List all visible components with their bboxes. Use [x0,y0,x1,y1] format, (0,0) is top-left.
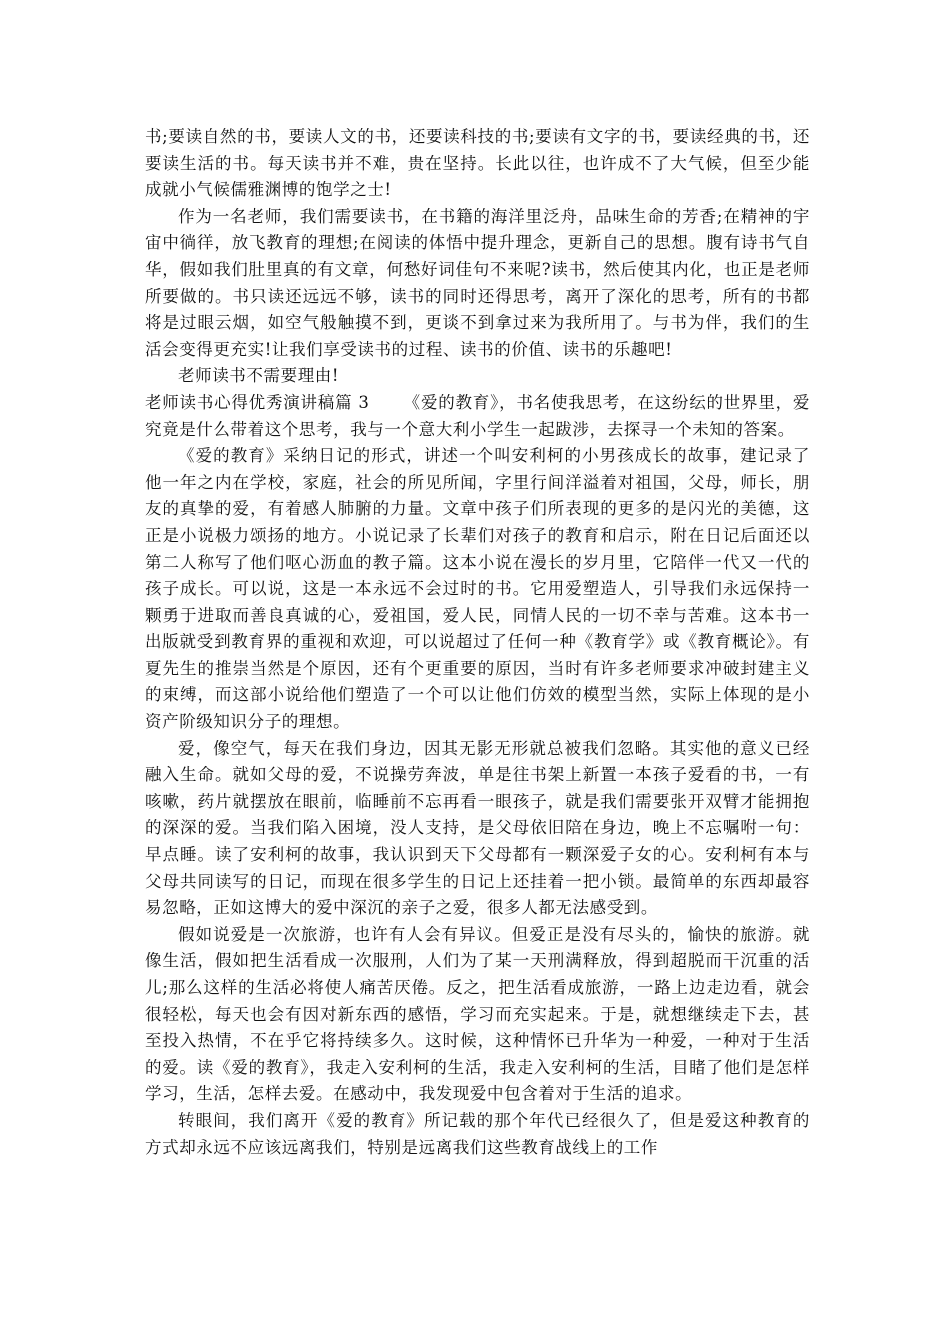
paragraph-time-passes: 转眼间，我们离开《爱的教育》所记载的那个年代已经很久了，但是爱这种教育的方式却永远不应该远离我们，特别是远离我们这些教育战线上的工作 [145,1110,810,1157]
paragraph-book-intro: 《爱的教育》采纳日记的形式，讲述一个叫安利柯的小男孩成长的故事，建记录了他一年之内在学校，家庭，社会的所见所闻，字里行间洋溢着对祖国，父母，师长，朋友的真挚的爱，有着感人肺腑的力量。文章中孩子们所表现的更多的是闪光的美德，这正是小说极力颂扬的地方。小说记录了长辈们对孩子的教育和启示，附在日记后面还以第二人称写了他们呕心沥血的教子篇。这本小说在漫长的岁月里，它陪伴一代又一代的孩子成长。可以说，这是一本永远不会过时的书。它用爱塑造人，引导我们永远保持一颗勇于进取而善良真诚的心，爱祖国，爱人民，同情人民的一切不幸与苦难。这本书一出版就受到教育界的重视和欢迎，可以说超过了任何一种《教育学》或《教育概论》。有夏先生的推崇当然是个原因，还有个更重要的原因，当时有许多老师要求冲破封建主义的束缚，而这部小说给他们塑造了一个可以让他们仿效的模型当然，实际上体现的是小资产阶级知识分子的理想。 [145,446,810,732]
paragraph-love-like-air: 爱，像空气，每天在我们身边，因其无影无形就总被我们忽略。其实他的意义已经融入生命。就如父母的爱，不说操劳奔波，单是往书架上新置一本孩子爱看的书，一有咳嗽，药片就摆放在眼前，临睡前不忘再看一眼孩子，就是我们需要张开双臂才能拥抱的深深的爱。当我们陷入困境，没人支持，是父母依旧陪在身边，晚上不忘嘱咐一句：早点睡。读了安利柯的故事，我认识到天下父母都有一颗深爱子女的心。安利柯有本与父母共同读写的日记，而现在很多学生的日记上还挂着一把小锁。最简单的东西却最容易忽略，正如这博大的爱中深沉的亲子之爱，很多人都无法感受到。 [145,738,810,918]
section-heading-paragraph [145,390,810,443]
section-heading-title: 老师读书心得优秀演讲稿篇 3 [145,392,370,412]
document-page [145,124,810,1161]
paragraph-love-journey: 假如说爱是一次旅游，也许有人会有异议。但爱正是没有尽头的，愉快的旅游。就像生活，假如把生活看成一次服刑，人们为了某一天刑满释放，得到超脱而干沉重的活儿;那么这样的生活必将使人痛苦厌倦。反之，把生活看成旅游，一路上边走边看，就会很轻松，每天也会有因对新东西的感悟，学习而充实起来。于是，就想继续走下去，甚至投入热情，不在乎它将持续多久。这时候，这种情怀已升华为一种爱，一种对于生活的爱。读《爱的教育》，我走入安利柯的生活，我走入安利柯的生活，目睹了他们是怎样学习，生活，怎样去爱。在感动中，我发现爱中包含着对于生活的追求。 [145,924,810,1104]
paragraph-teacher-reading: 作为一名老师，我们需要读书，在书籍的海洋里泛舟，品味生命的芳香;在精神的宇宙中徜徉，放飞教育的理想;在阅读的体悟中提升理念，更新自己的思想。腹有诗书气自华，假如我们肚里真的有文章，何愁好词佳句不来呢?读书，然后使其内化，也正是老师所要做的。书只读还远远不够，读书的同时还得思考，离开了深化的思考，所有的书都将是过眼云烟，如空气般触摸不到，更谈不到拿过来为我所用了。与书为伴，我们的生活会变得更充实!让我们享受读书的过程、读书的价值、读书的乐趣吧! [145,206,810,359]
paragraph-no-reason: 老师读书不需要理由! [178,366,340,386]
paragraph-continuation: 书;要读自然的书，要读人文的书，还要读科技的书;要读有文字的书，要读经典的书，还要读生活的书。每天读书并不难，贵在坚持。长此以往，也许成不了大气候，但至少能成就小气候儒雅渊博的饱学之士! [145,127,810,200]
section-heading-text: 《爱的教育》，书名使我思考，在这纷纭的世界里，爱究竟是什么带着这个思考，我与一个意大利小学生一起跋涉，去探寻一个未知的答案。 [145,392,810,439]
